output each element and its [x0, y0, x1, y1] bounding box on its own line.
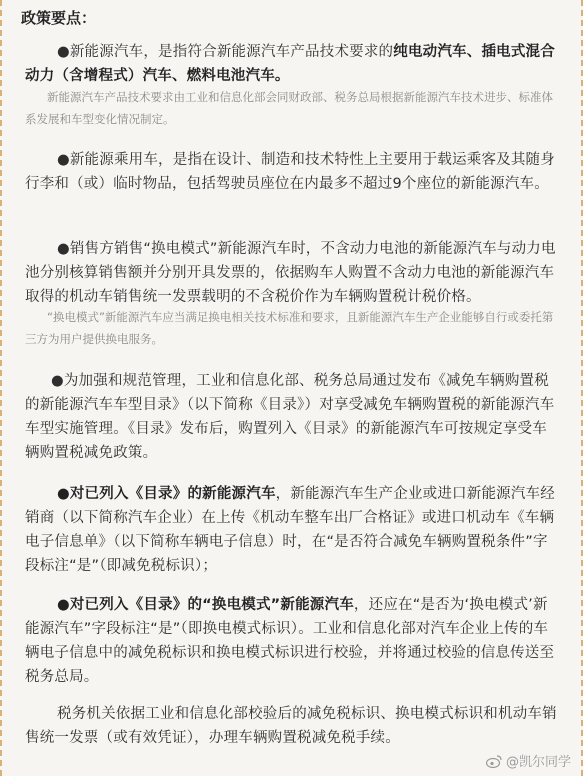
listed-nev-bold: ●对已列入《目录》的新能源汽车	[57, 486, 276, 502]
note-technical-requirements	[25, 86, 561, 130]
listed-nev-text: ，新能源汽车生产企业或进口新能源汽车经销商（以下简称汽车企业）在上传《机动车整车出厂合格证》或进口机动车《车辆电子信息单》（以下简称车辆电子信息）时，在“是否符合减免车辆购置税条件”字段标注“是”（即减免税标识）；	[25, 486, 555, 574]
paragraph-nev-definition	[25, 40, 561, 88]
watermark	[486, 751, 571, 770]
paragraph-listed-nev	[25, 482, 561, 578]
section-heading: 政策要点：	[21, 9, 97, 27]
catalog-management-text: ●为加强和规范管理，工业和信息化部、税务总局通过发布《减免车辆购置税的新能源汽车车型目录》（以下简称《目录》）对享受减免车辆购置税的新能源汽车车型实施管理。《目录》发布后，购置列入《目录》的新能源汽车可按规定享受车辆购置税减免政策。	[25, 373, 555, 461]
nev-definition-text: ●新能源汽车，是指符合新能源汽车产品技术要求的	[57, 44, 394, 60]
nev-definition-types: 纯电动汽车、插电式混合动力（含增程式）汽车、燃料电池汽车。	[25, 44, 555, 84]
passenger-vehicle-text: ●新能源乘用车，是指在设计、制造和技术特性上主要用于载运乘客及其随身行李和（或）临时物品，包括驾驶员座位在内最多不超过9个座位的新能源汽车。	[25, 152, 555, 192]
tax-office-text: 税务机关依据工业和信息化部校验后的减免税标识、换电模式标识和机动车销售统一发票（或有效凭证），办理车辆购置税减免税手续。	[25, 706, 557, 746]
paragraph-catalog-management	[25, 369, 561, 465]
paragraph-passenger-vehicle	[25, 148, 561, 196]
paragraph-listed-swap-nev	[25, 593, 561, 689]
listed-swap-nev-text: ，还应在“是否为‘换电模式’新能源汽车”字段标注“是”（即换电模式标识）。工业和信息化部对汽车企业上传的车辆电子信息中的减免税标识和换电模式标识进行校验，并将通过校验的信息传送至税务总局。	[25, 597, 555, 685]
note-technical-requirements-text: 新能源汽车产品技术要求由工业和信息化部会同财政部、税务总局根据新能源汽车技术进步、标准体系发展和车型变化情况制定。	[25, 90, 553, 126]
paragraph-tax-office	[25, 702, 561, 750]
battery-swap-pricing-text: ●销售方销售“换电模式”新能源汽车时，不含动力电池的新能源汽车与动力电池分别核算销售额并分别开具发票的，依据购车人购置不含动力电池的新能源汽车取得的机动车销售统一发票载明的不含税价作为车辆购置税计税价格。	[25, 241, 556, 305]
paragraph-battery-swap-pricing	[25, 237, 561, 309]
listed-swap-nev-bold: ●对已列入《目录》的“换电模式”新能源汽车	[57, 597, 354, 613]
watermark-text: @凯尔同学	[505, 755, 571, 770]
weibo-icon	[486, 754, 502, 768]
note-battery-swap-standards	[25, 306, 561, 350]
note-battery-swap-standards-text: “换电模式”新能源汽车应当满足换电相关技术标准和要求，且新能源汽车生产企业能够自行或委托第三方为用户提供换电服务。	[25, 310, 554, 346]
